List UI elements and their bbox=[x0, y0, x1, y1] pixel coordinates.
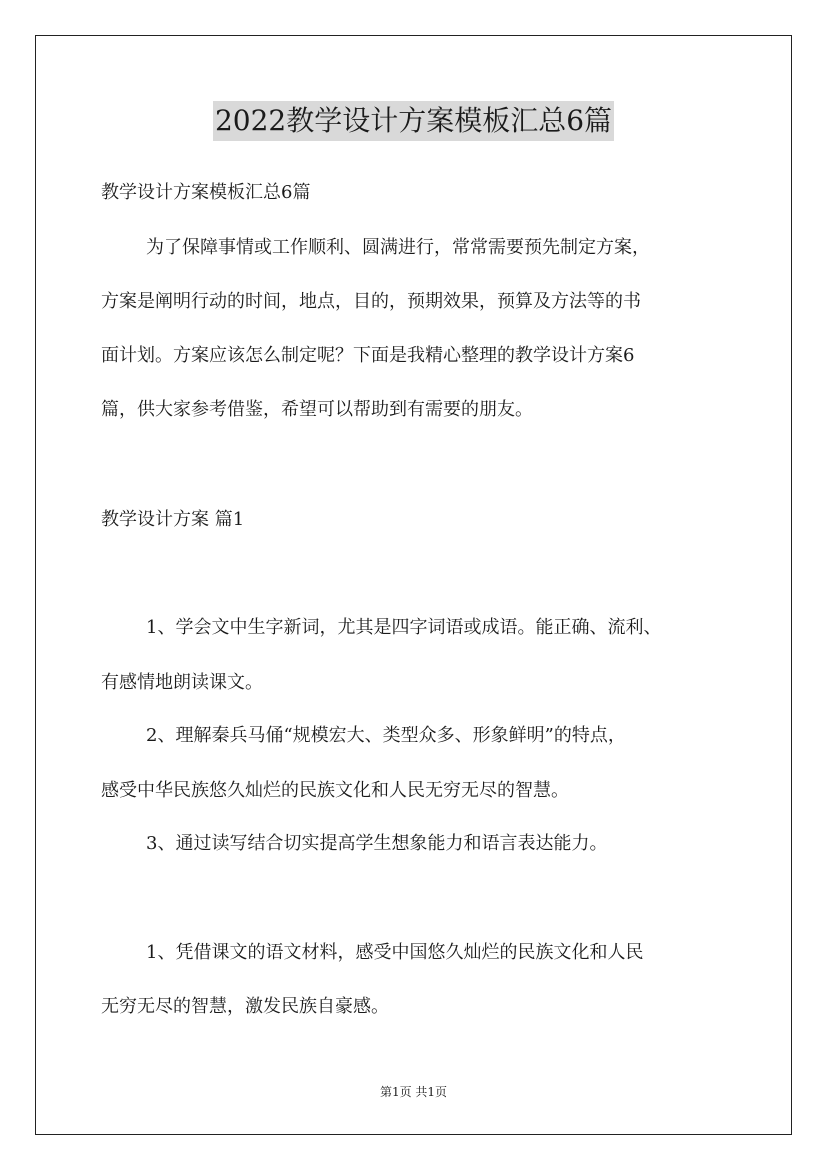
document-title bbox=[0, 101, 827, 141]
title-text: 2022教学设计方案模板汇总6篇 bbox=[213, 101, 614, 141]
paragraph-line: 方案是阐明行动的时间，地点，目的，预期效果，预算及方法等的书 bbox=[101, 291, 641, 312]
paragraph-line: 1、学会文中生字新词，尤其是四字词语或成语。能正确、流利、 bbox=[146, 617, 662, 638]
paragraph-line: 无穷无尽的智慧，激发民族自豪感。 bbox=[101, 996, 389, 1017]
section-heading: 教学设计方案 篇1 bbox=[101, 509, 245, 530]
paragraph-line: 3、通过读写结合切实提高学生想象能力和语言表达能力。 bbox=[146, 833, 608, 854]
page-footer: 第1页 共1页 bbox=[379, 1085, 448, 1099]
paragraph-line: 1、凭借课文的语文材料，感受中国悠久灿烂的民族文化和人民 bbox=[146, 942, 644, 963]
subtitle: 教学设计方案模板汇总6篇 bbox=[101, 182, 311, 203]
paragraph-line: 感受中华民族悠久灿烂的民族文化和人民无穷无尽的智慧。 bbox=[101, 780, 569, 801]
paragraph-line: 面计划。方案应该怎么制定呢？下面是我精心整理的教学设计方案6 bbox=[101, 345, 635, 366]
paragraph-line: 篇，供大家参考借鉴，希望可以帮助到有需要的朋友。 bbox=[101, 399, 533, 420]
paragraph-line: 有感情地朗读课文。 bbox=[101, 672, 263, 693]
paragraph-line: 2、理解秦兵马俑“规模宏大、类型众多、形象鲜明”的特点， bbox=[146, 725, 626, 746]
paragraph-line: 为了保障事情或工作顺利、圆满进行，常常需要预先制定方案， bbox=[146, 237, 650, 258]
